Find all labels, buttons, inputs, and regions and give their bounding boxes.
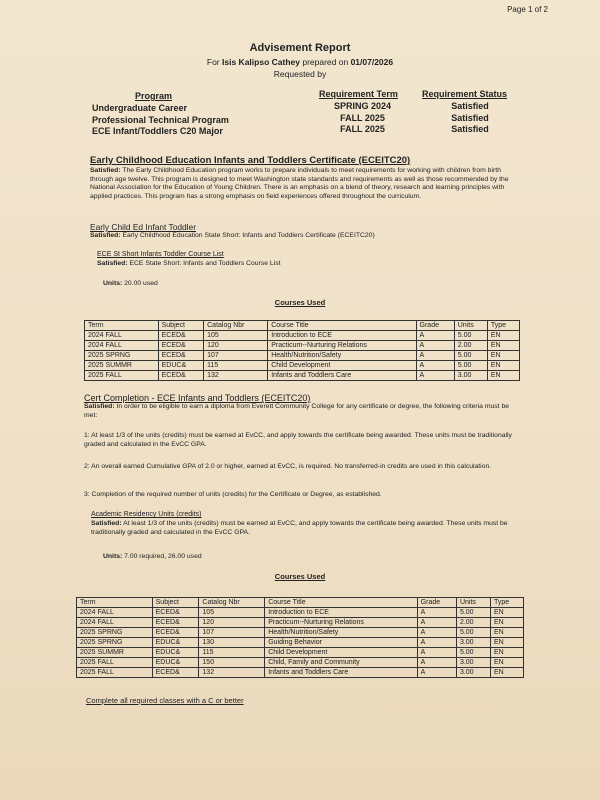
table-cell: A bbox=[417, 638, 456, 648]
table-cell: A bbox=[416, 331, 454, 341]
column-header: Type bbox=[487, 321, 519, 331]
table-cell: EDUC& bbox=[152, 648, 199, 658]
table-cell: A bbox=[416, 341, 454, 351]
table-row bbox=[77, 638, 524, 648]
table-cell: 2025 FALL bbox=[77, 658, 153, 668]
table-cell: 2025 SUMMR bbox=[85, 361, 159, 371]
table-cell: ECED& bbox=[152, 628, 199, 638]
table-cell: EN bbox=[487, 331, 519, 341]
table-row bbox=[85, 361, 520, 371]
column-header: Catalog Nbr bbox=[199, 598, 265, 608]
cert-title: Early Childhood Education Infants and Toddlers Certificate (ECEITC20) bbox=[90, 155, 411, 166]
table-cell: 105 bbox=[204, 331, 268, 341]
table-cell: EN bbox=[491, 628, 524, 638]
table-cell: Infants and Toddlers Care bbox=[268, 371, 416, 381]
table-cell: 5.00 bbox=[454, 361, 487, 371]
column-header: Grade bbox=[416, 321, 454, 331]
table-cell: 5.00 bbox=[456, 648, 490, 658]
table-header-row bbox=[77, 598, 524, 608]
criterion-2: 2: An overall earned Cumulative GPA of 2.0 or higher, earned at EvCC, is required. No transferred-in credits are used in this calculation. bbox=[84, 463, 492, 470]
table-cell: 2024 FALL bbox=[77, 618, 153, 628]
table-cell: 3.00 bbox=[456, 668, 490, 678]
student-name: Isis Kalipso Cathey bbox=[222, 57, 300, 67]
table-cell: 132 bbox=[199, 668, 265, 678]
table-cell: 107 bbox=[204, 351, 268, 361]
column-header: Type bbox=[491, 598, 524, 608]
column-header: Term bbox=[77, 598, 153, 608]
table-cell: 2025 SPRNG bbox=[77, 628, 153, 638]
table-cell: ECED& bbox=[152, 618, 199, 628]
table-cell: Introduction to ECE bbox=[268, 331, 416, 341]
summary-programs: Undergraduate Career Professional Technical Program ECE Infant/Toddlers C20 Major bbox=[92, 103, 229, 136]
table-cell: Child, Family and Community bbox=[265, 658, 417, 668]
report-title: Advisement Report bbox=[249, 42, 351, 54]
table-cell: EN bbox=[491, 608, 524, 618]
table-cell: A bbox=[416, 361, 454, 371]
column-header: Units bbox=[454, 321, 487, 331]
section2-courses-used: Courses Used bbox=[274, 572, 326, 581]
section2-courses-table bbox=[76, 597, 524, 678]
table-cell: Practicum--Nurturing Relations bbox=[265, 618, 417, 628]
table-cell: EN bbox=[491, 648, 524, 658]
table-cell: 2025 SPRNG bbox=[85, 351, 159, 361]
table-cell: 115 bbox=[204, 361, 268, 371]
complete-classes-link[interactable]: Complete all required classes with a C or better bbox=[86, 696, 244, 705]
column-header: Catalog Nbr bbox=[204, 321, 268, 331]
report-for-line: For Isis Kalipso Cathey prepared on 01/07/2026 bbox=[206, 57, 394, 67]
section1-satisfied: Satisfied: Early Childhood Education State Short: Infants and Toddlers Certificate (ECEITC20) bbox=[90, 232, 375, 239]
table-cell: EDUC& bbox=[158, 361, 204, 371]
table-cell: 105 bbox=[199, 608, 265, 618]
summary-statuses: Satisfied Satisfied Satisfied bbox=[451, 101, 489, 134]
table-cell: 5.00 bbox=[454, 351, 487, 361]
requested-by: Requested by bbox=[273, 69, 327, 79]
table-cell: ECED& bbox=[158, 371, 204, 381]
table-row bbox=[77, 628, 524, 638]
table-cell: 150 bbox=[199, 658, 265, 668]
residency-title: Academic Residency Units (credits) bbox=[91, 511, 202, 518]
table-cell: EN bbox=[491, 668, 524, 678]
table-cell: EN bbox=[491, 658, 524, 668]
section1-sub-satisfied: Satisfied: ECE State Short: Infants and Toddlers Course List bbox=[97, 260, 281, 267]
residency-satisfied: Satisfied: At least 1/3 of the units (credits) must be earned at EvCC, and apply towards the certificate being awarded. These units must be traditionally graded and calculated in the EvCC GPA. bbox=[91, 520, 508, 536]
table-cell: 120 bbox=[204, 341, 268, 351]
table-cell: A bbox=[417, 608, 456, 618]
table-cell: ECED& bbox=[158, 331, 204, 341]
table-header-row bbox=[85, 321, 520, 331]
table-cell: EN bbox=[491, 638, 524, 648]
section1-subtitle: ECE St Short Infants Toddler Course List bbox=[97, 251, 224, 258]
table-cell: Child Development bbox=[265, 648, 417, 658]
section1-title: Early Child Ed Infant Toddler bbox=[90, 222, 196, 232]
table-cell: Infants and Toddlers Care bbox=[265, 668, 417, 678]
criterion-1: 1: At least 1/3 of the units (credits) must be earned at EvCC, and apply towards the certificate being awarded. These units must be traditionally graded and calculated in the EvCC GPA. bbox=[84, 432, 512, 448]
column-header: Course Title bbox=[265, 598, 417, 608]
table-cell: A bbox=[417, 668, 456, 678]
table-cell: 130 bbox=[199, 638, 265, 648]
table-cell: 2.00 bbox=[456, 618, 490, 628]
table-cell: Introduction to ECE bbox=[265, 608, 417, 618]
table-cell: ECED& bbox=[152, 668, 199, 678]
page-number: Page 1 of 2 bbox=[507, 5, 548, 14]
column-header: Term bbox=[85, 321, 159, 331]
table-cell: Guiding Behavior bbox=[265, 638, 417, 648]
table-row bbox=[85, 351, 520, 361]
status-header: Requirement Status bbox=[422, 89, 508, 99]
table-cell: A bbox=[416, 351, 454, 361]
table-cell: 2.00 bbox=[454, 341, 487, 351]
criterion-3: 3: Completion of the required number of units (credits) for the Certificate or Degree, as established. bbox=[84, 491, 382, 498]
column-header: Course Title bbox=[268, 321, 416, 331]
table-cell: Health/Nutrition/Safety bbox=[265, 628, 417, 638]
table-cell: EN bbox=[487, 371, 519, 381]
table-cell: ECED& bbox=[152, 608, 199, 618]
table-cell: EN bbox=[487, 341, 519, 351]
table-cell: EN bbox=[491, 618, 524, 628]
summary-terms: SPRING 2024 FALL 2025 FALL 2025 bbox=[333, 101, 392, 134]
table-cell: 3.00 bbox=[454, 371, 487, 381]
table-row bbox=[85, 331, 520, 341]
table-cell: 5.00 bbox=[456, 628, 490, 638]
table-row bbox=[77, 618, 524, 628]
table-cell: 2025 SPRNG bbox=[77, 638, 153, 648]
table-cell: 2024 FALL bbox=[77, 608, 153, 618]
section1-courses-used: Courses Used bbox=[274, 298, 326, 307]
table-cell: 115 bbox=[199, 648, 265, 658]
table-cell: 2025 SUMMR bbox=[77, 648, 153, 658]
program-header: Program bbox=[135, 91, 173, 101]
column-header: Units bbox=[456, 598, 490, 608]
table-cell: 3.00 bbox=[456, 638, 490, 648]
table-cell: EN bbox=[487, 361, 519, 371]
section2-units: Units: 7.00 required, 26.00 used bbox=[103, 553, 202, 560]
table-row bbox=[77, 648, 524, 658]
table-row bbox=[77, 668, 524, 678]
table-cell: 5.00 bbox=[456, 608, 490, 618]
table-cell: EN bbox=[487, 351, 519, 361]
table-cell: 2025 FALL bbox=[85, 371, 159, 381]
table-cell: 120 bbox=[199, 618, 265, 628]
table-row bbox=[77, 608, 524, 618]
section2-title: Cert Completion - ECE Infants and Toddlers (ECEITC20) bbox=[84, 393, 311, 403]
table-row bbox=[85, 341, 520, 351]
table-cell: EDUC& bbox=[152, 638, 199, 648]
column-header: Subject bbox=[152, 598, 199, 608]
section2-satisfied: Satisfied: In order to be eligible to earn a diploma from Everett Community College for any certificate or degree, the following criteria must be met: bbox=[84, 403, 510, 419]
table-cell: 2024 FALL bbox=[85, 331, 159, 341]
section1-courses-table bbox=[84, 320, 520, 381]
column-header: Grade bbox=[417, 598, 456, 608]
table-cell: Health/Nutrition/Safety bbox=[268, 351, 416, 361]
column-header: Subject bbox=[158, 321, 204, 331]
table-cell: 5.00 bbox=[454, 331, 487, 341]
table-cell: Child Development bbox=[268, 361, 416, 371]
section1-units: Units: 20.00 used bbox=[103, 280, 158, 287]
table-cell: 2024 FALL bbox=[85, 341, 159, 351]
report-date: 01/07/2026 bbox=[350, 57, 394, 67]
table-cell: 3.00 bbox=[456, 658, 490, 668]
table-cell: ECED& bbox=[158, 351, 204, 361]
table-cell: EDUC& bbox=[152, 658, 199, 668]
table-cell: A bbox=[417, 648, 456, 658]
table-cell: A bbox=[416, 371, 454, 381]
term-header: Requirement Term bbox=[319, 89, 398, 99]
table-cell: Practicum--Nurturing Relations bbox=[268, 341, 416, 351]
table-cell: A bbox=[417, 658, 456, 668]
table-cell: A bbox=[417, 628, 456, 638]
table-cell: A bbox=[417, 618, 456, 628]
table-cell: 2025 FALL bbox=[77, 668, 153, 678]
table-cell: 107 bbox=[199, 628, 265, 638]
table-cell: 132 bbox=[204, 371, 268, 381]
table-row bbox=[77, 658, 524, 668]
cert-description: Satisfied: The Early Childhood Education program works to prepare individuals to meet requirements for working with children from birth through age twelve. This program is designed to meet Washington state standards and requirements as well as those recommended by the National Association for the Education of Young Children. There is an emphasis on a blend of theory, research and learning principles with applied practices. This program has a strong emphasis on field experiences offered throughout the curriculum. bbox=[90, 167, 509, 200]
table-cell: ECED& bbox=[158, 341, 204, 351]
table-row bbox=[85, 371, 520, 381]
